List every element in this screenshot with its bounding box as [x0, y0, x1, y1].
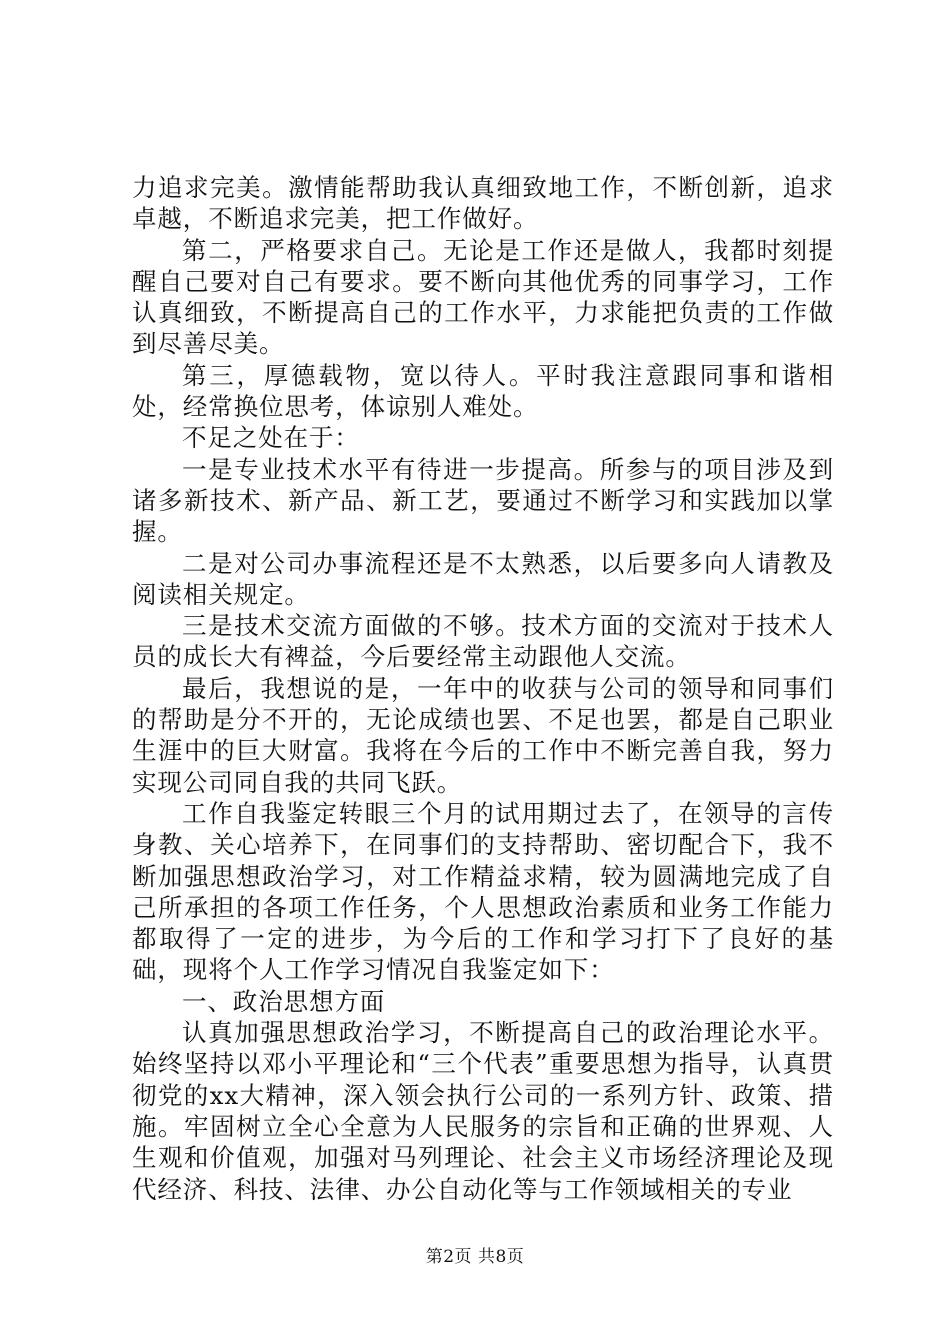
paragraph-7: 三是技术交流方面做的不够。技术方面的交流对于技术人员的成长大有裨益，今后要经常主动跟他人交流。 [132, 611, 834, 672]
paragraph-4: 不足之处在于： [182, 423, 360, 453]
section-heading: 一、政治思想方面 [182, 986, 386, 1016]
paragraph-6: 二是对公司办事流程还是不太熟悉，以后要多向人请教及阅读相关规定。 [132, 548, 834, 609]
paragraph-5: 一是专业技术水平有待进一步提高。所参与的项目涉及到诸多新技术、新产品、新工艺，要通过不断学习和实践加以掌握。 [132, 454, 834, 547]
document-body [132, 172, 834, 1205]
paragraph-2: 第二，严格要求自己。无论是工作还是做人，我都时刻提醒自己要对自己有要求。要不断向其他优秀的同事学习，工作认真细致，不断提高自己的工作水平，力求能把负责的工作做到尽善尽美。 [132, 235, 834, 359]
paragraph-3: 第三，厚德载物，宽以待人。平时我注意跟同事和谐相处，经常换位思考，体谅别人难处。 [132, 360, 834, 422]
paragraph-8: 最后，我想说的是，一年中的收获与公司的领导和同事们的帮助是分不开的，无论成绩也罢、不足也罢，都是自己职业生涯中的巨大财富。我将在今后的工作中不断完善自我，努力实现公司同自我的共同飞跃。 [132, 673, 834, 797]
page-number-footer: 第2页 共8页 [425, 1247, 525, 1267]
paragraph-9: 工作自我鉴定转眼三个月的试用期过去了，在领导的言传身教、关心培养下，在同事们的支持帮助、密切配合下，我不断加强思想政治学习，对工作精益求精，较为圆满地完成了自己所承担的各项工作任务，个人思想政治素质和业务工作能力都取得了一定的进步，为今后的工作和学习打下了良好的基础，现将个人工作学习情况自我鉴定如下： [132, 798, 834, 985]
paragraph-1: 力追求完美。激情能帮助我认真细致地工作，不断创新，追求卓越，不断追求完美，把工作做好。 [132, 173, 834, 234]
paragraph-11: 认真加强思想政治学习，不断提高自己的政治理论水平。始终坚持以邓小平理论和“三个代表”重要思想为指导，认真贯彻党的xx大精神，深入领会执行公司的一系列方针、政策、措施。牢固树立全心全意为人民服务的宗旨和正确的世界观、人生观和价值观，加强对马列理论、社会主义市场经济理论及现代经济、科技、法律、办公自动化等与工作领域相关的专业 [132, 1018, 834, 1204]
